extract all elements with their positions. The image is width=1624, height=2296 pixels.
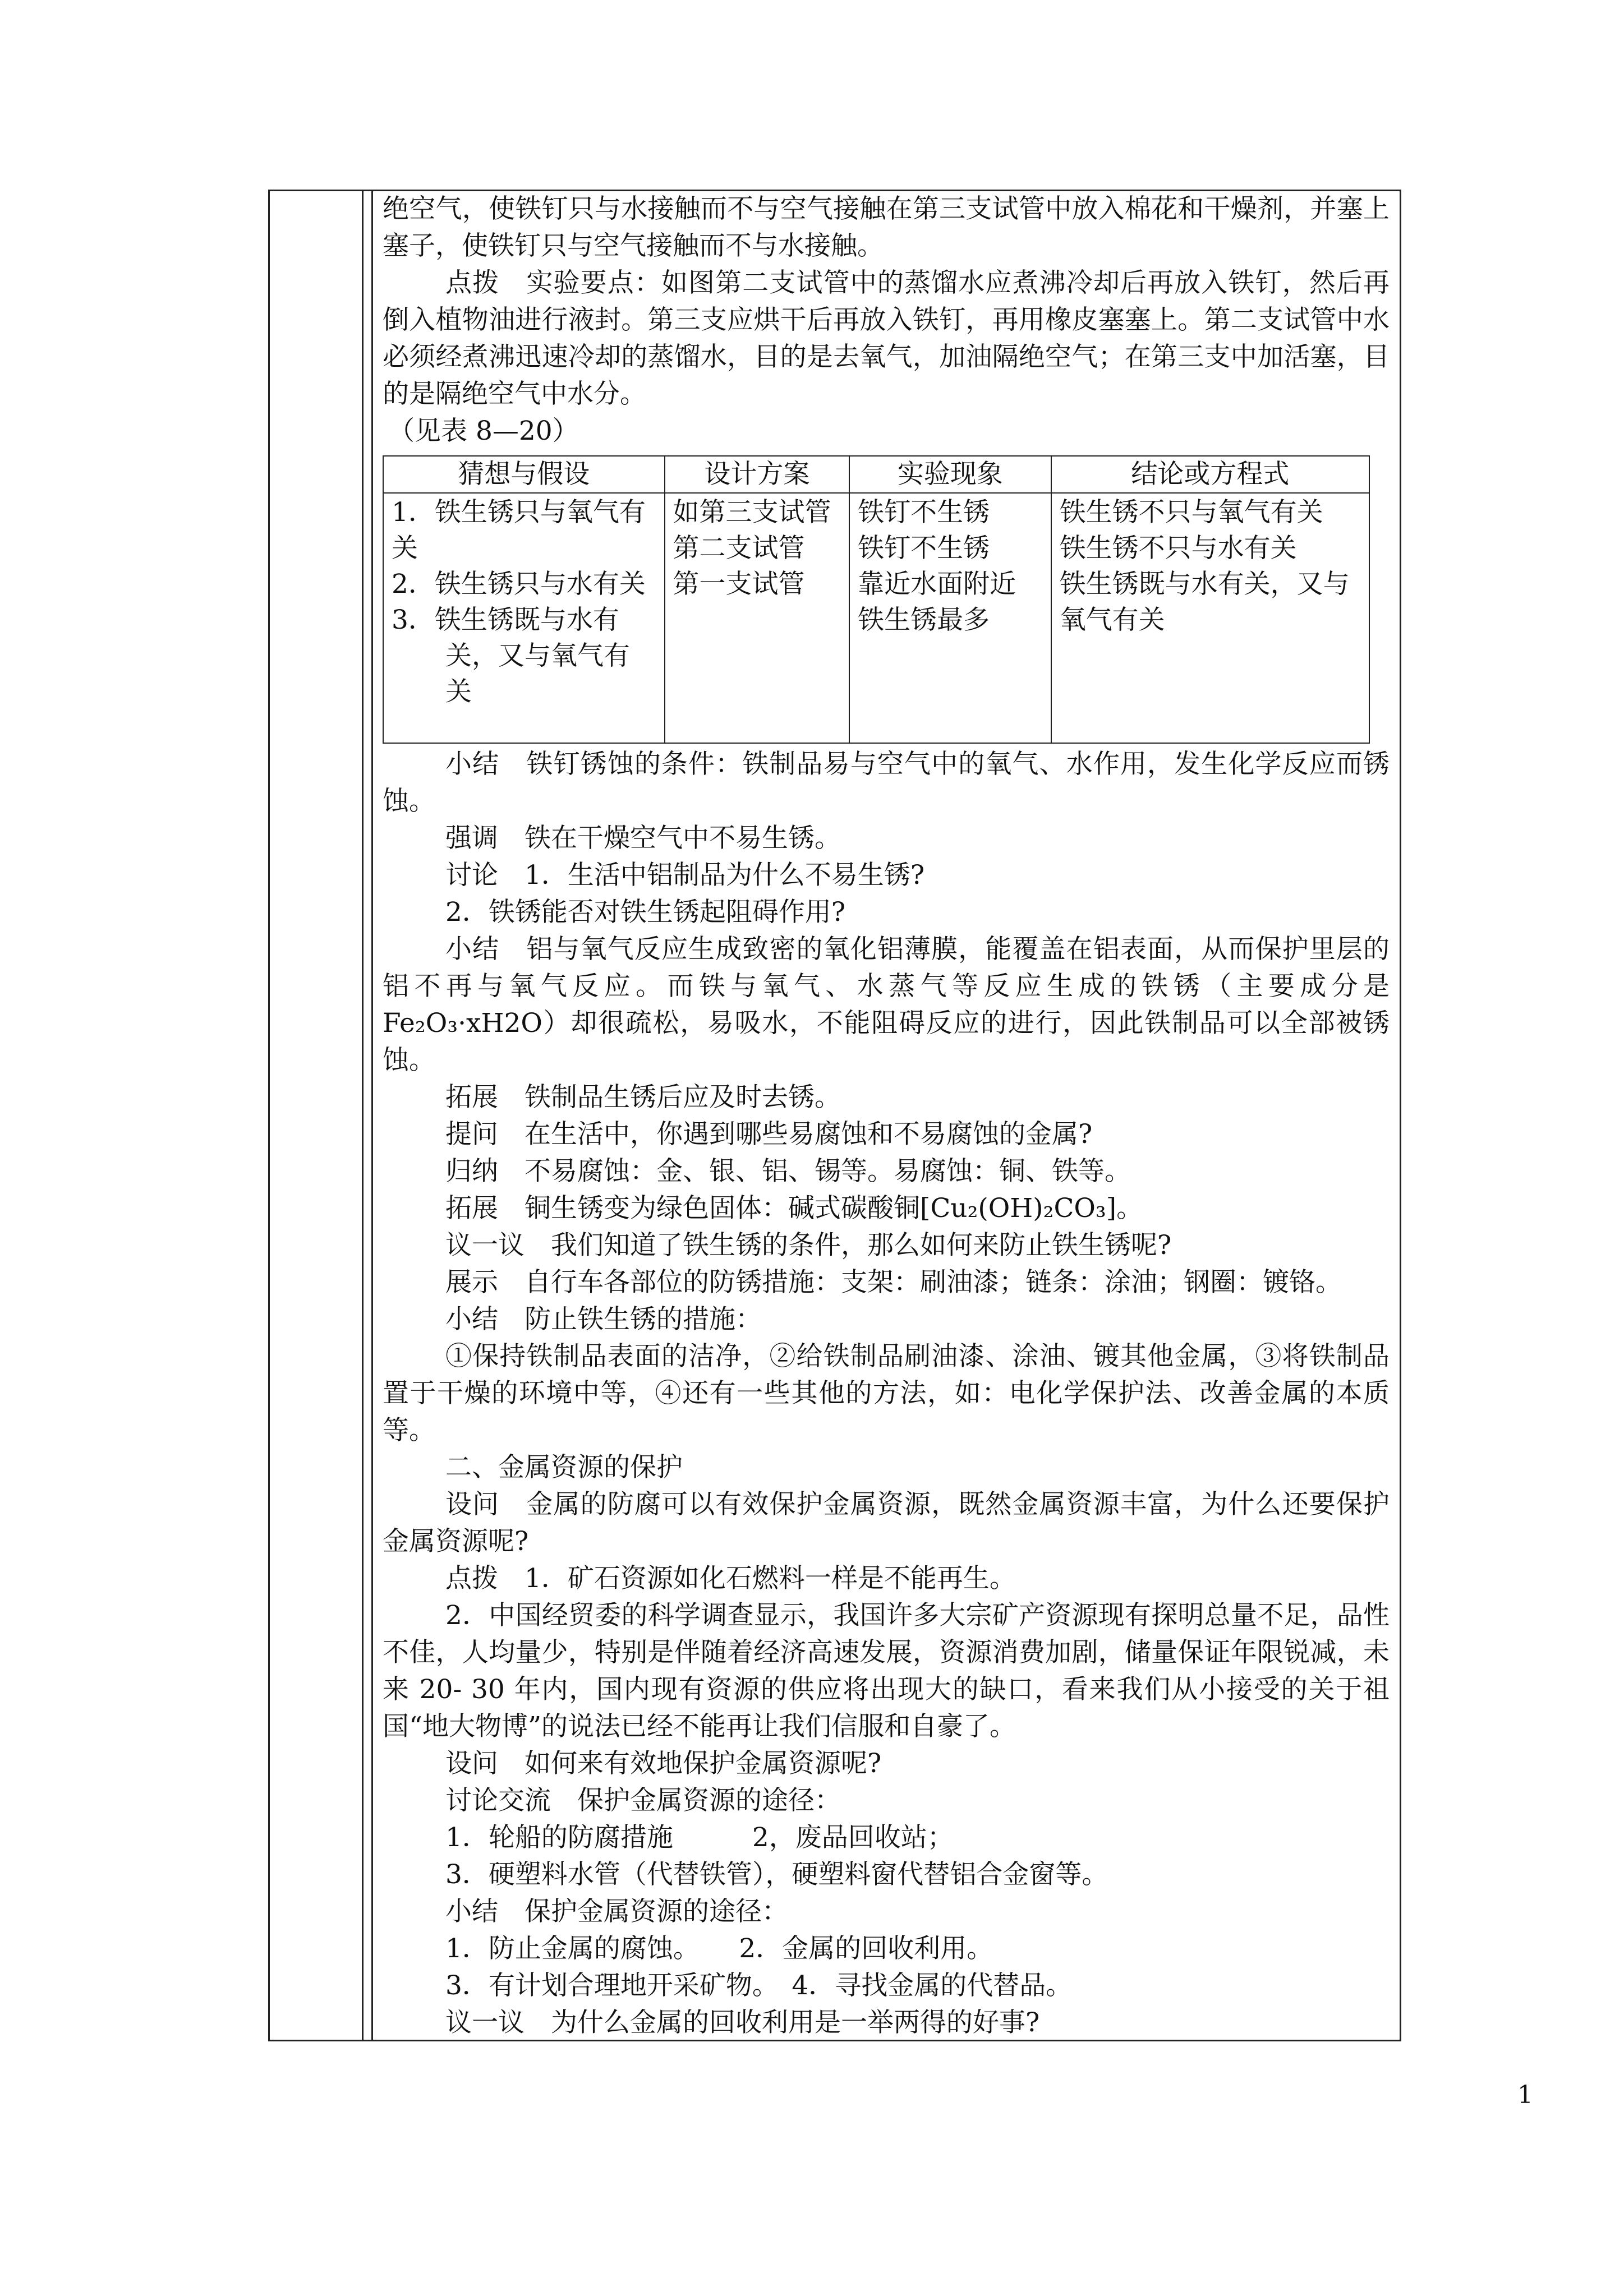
paragraph: 讨论交流 保护金属资源的途径： [445, 1785, 841, 1816]
paragraph: 设问 金属的防腐可以有效保护金属资源，既然金属资源丰富，为什么还要保护金属资源呢? [383, 1489, 1390, 1557]
paragraph: 小结 保护金属资源的途径： [445, 1896, 788, 1927]
paragraph: 小结 铁钉锈蚀的条件：铁制品易与空气中的氧气、水作用，发生化学反应而锈蚀。 [383, 749, 1390, 817]
lesson-content [383, 191, 1390, 2041]
table-cell-design [665, 493, 850, 743]
frame-left-border [268, 190, 270, 2041]
cell-line: 铁钉不生锈 [858, 497, 990, 528]
cell-line: 3．铁生锈既与水有 [392, 605, 619, 635]
paragraph: 3．硬塑料水管（代替铁管），硬塑料窗代替铝合金窗等。 [445, 1859, 1108, 1890]
cell-line: 1．铁生锈只与氧气有关 [392, 497, 646, 564]
paragraph: 归纳 不易腐蚀：金、银、铝、锡等。易腐蚀：铜、铁等。 [445, 1156, 1131, 1187]
paragraph: ①保持铁制品表面的洁净，②给铁制品刷油漆、涂油、镀其他金属，③将铁制品置于干燥的环境中等，④还有一些其他的方法，如：电化学保护法、改善金属的本质等。 [383, 1341, 1390, 1446]
table-row [383, 493, 1369, 743]
cell-line: 靠近水面附近 [858, 569, 1016, 600]
cell-line: 铁生锈不只与氧气有关 [1059, 497, 1323, 528]
cell-line: 第一支试管 [673, 569, 805, 600]
cell-line: 铁生锈既与水有关，又与氧气有关 [1059, 569, 1350, 635]
cell-line: 如第三支试管 [673, 497, 831, 528]
table-cell-phenomenon [849, 493, 1051, 743]
table-header-cell: 猜想与假设 [383, 456, 665, 493]
paragraph: 议一议 我们知道了铁生锈的条件，那么如何来防止铁生锈呢? [445, 1230, 1172, 1261]
paragraph: 2．铁锈能否对铁生锈起阻碍作用? [445, 897, 846, 928]
table-cell-hypothesis [383, 493, 665, 743]
paragraph: 讨论 1．生活中铝制品为什么不易生锈? [445, 860, 925, 891]
page-number: 1 [1517, 2081, 1533, 2109]
paragraph: 小结 铝与氧气反应生成致密的氧化铝薄膜，能覆盖在铝表面，从而保护里层的铝不再与氧气反应。而铁与氧气、水蒸气等反应生成的铁锈（主要成分是Fe₂O₃·xH2O）却很疏松，易吸水，不能阻碍反应的进行，因此铁制品可以全部被锈蚀。 [383, 934, 1390, 1076]
paragraph: 2．中国经贸委的科学调查显示，我国许多大宗矿产资源现有探明总量不足，品性不佳，人均量少，特别是伴随着经济高速发展，资源消费加剧，储量保证年限锐减，未来 20- 30 年内，国内现有资源的供应将出现大的缺口，看来我们从小接受的关于祖国“地大物博”的说法已经不能再让我们信服和自豪了。 [383, 1600, 1390, 1742]
cell-line: 2．铁生锈只与水有关 [392, 569, 646, 600]
cell-line: 铁生锈最多 [858, 605, 990, 635]
cell-line: 关，又与氧气有 [445, 640, 630, 671]
table-header-cell: 实验现象 [849, 456, 1051, 493]
cell-line: 关 [445, 676, 472, 707]
table-cell-conclusion [1051, 493, 1369, 743]
table-header-cell: 结论或方程式 [1051, 456, 1369, 493]
paragraph: 议一议 为什么金属的回收利用是一举两得的好事? [445, 2007, 1040, 2038]
paragraph: 提问 在生活中，你遇到哪些易腐蚀和不易腐蚀的金属? [445, 1119, 1093, 1150]
paragraph: 拓展 铜生锈变为绿色固体：碱式碳酸铜[Cu₂(OH)₂CO₃]。 [445, 1193, 1143, 1224]
paragraph: 3．有计划合理地开采矿物。 4．寻找金属的代替品。 [445, 1970, 1073, 2001]
paragraph: 点拨 1．矿石资源如化石燃料一样是不能再生。 [445, 1563, 1016, 1594]
paragraph: 点拨 实验要点：如图第二支试管中的蒸馏水应煮沸冷却后再放入铁钉，然后再倒入植物油进行液封。第三支应烘干后再放入铁钉，再用橡皮塞塞上。第二支试管中水必须经煮沸迅速冷却的蒸馏水，目的是去氧气，加油隔绝空气；在第三支中加活塞，目的是隔绝空气中水分。 [383, 268, 1390, 409]
cell-line: 第二支试管 [673, 533, 805, 564]
table-caption: （见表 8—20） [388, 416, 579, 446]
paragraph: 1．轮船的防腐措施 2，废品回收站； [445, 1822, 954, 1853]
section-heading: 二、金属资源的保护 [445, 1452, 683, 1483]
experiment-table [383, 455, 1370, 744]
cell-line: 铁钉不生锈 [858, 533, 990, 564]
paragraph: 展示 自行车各部位的防锈措施：支架：刷油漆；链条：涂油；钢圈：镀铬。 [445, 1267, 1342, 1298]
table-header-row [383, 456, 1369, 493]
paragraph: 强调 铁在干燥空气中不易生锈。 [445, 823, 841, 854]
frame-column-divider-2 [371, 190, 373, 2041]
paragraph: 设问 如何来有效地保护金属资源呢? [445, 1748, 882, 1779]
paragraph: 拓展 铁制品生锈后应及时去锈。 [445, 1082, 841, 1113]
paragraph: 绝空气，使铁钉只与水接触而不与空气接触在第三支试管中放入棉花和干燥剂，并塞上塞子，使铁钉只与空气接触而不与水接触。 [383, 193, 1390, 261]
frame-right-border [1400, 190, 1401, 2041]
paragraph: 小结 防止铁生锈的措施： [445, 1304, 762, 1335]
cell-line: 铁生锈不只与水有关 [1059, 533, 1297, 564]
frame-column-divider-1 [362, 190, 364, 2041]
table-header-cell: 设计方案 [665, 456, 850, 493]
paragraph: 1．防止金属的腐蚀。 2．金属的回收利用。 [445, 1933, 993, 1964]
